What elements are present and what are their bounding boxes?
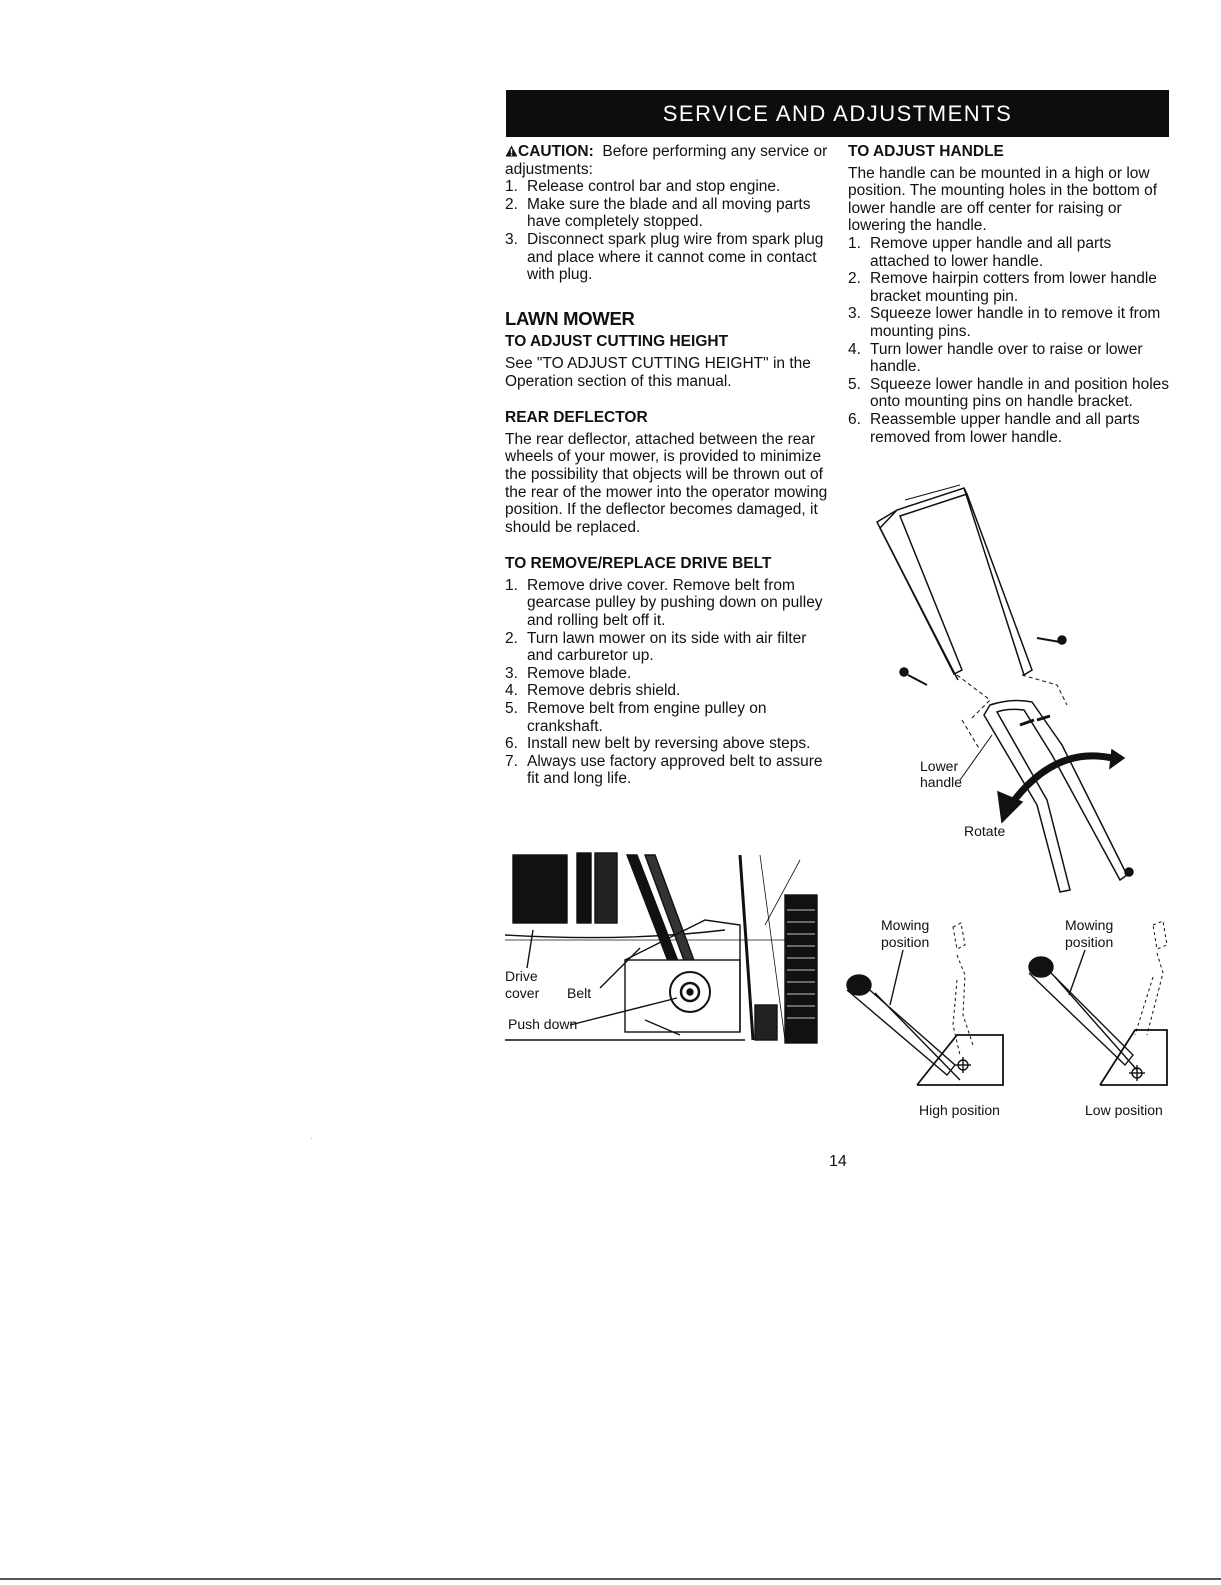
caution-text: Before performing any service or adjustments: bbox=[505, 143, 828, 178]
list-item: 7. Always use factory approved belt to assure fit and long life. bbox=[505, 752, 823, 788]
lower-label: Lower bbox=[920, 758, 959, 774]
push-down-label: Push down bbox=[508, 1016, 578, 1032]
cutting-height-text: See "TO ADJUST CUTTING HEIGHT" in the Operation section of this manual. bbox=[505, 354, 811, 390]
high-mowing-label: Mowing bbox=[881, 917, 930, 933]
handle-figure bbox=[872, 480, 1172, 900]
drive-label: Drive bbox=[505, 968, 538, 984]
list-item: 2. Turn lawn mower on its side with air filter and carburetor up. bbox=[505, 629, 807, 665]
cover-label: cover bbox=[505, 985, 540, 1001]
lawn-mower-heading: LAWN MOWER bbox=[505, 307, 635, 329]
belt-label: Belt bbox=[567, 985, 592, 1001]
drive-belt-figure bbox=[505, 850, 820, 1050]
high-position-figure bbox=[845, 915, 1010, 1120]
low-position-figure bbox=[1025, 915, 1173, 1120]
list-item: 1. Remove drive cover. Remove belt from gearcase pulley by pushing down on pulley and rolling belt off it. bbox=[505, 576, 823, 630]
page-number: 14 bbox=[829, 1153, 847, 1170]
rotate-label: Rotate bbox=[964, 823, 1006, 839]
scan-speck bbox=[311, 1138, 312, 1139]
caution-steps bbox=[505, 178, 830, 284]
left-column bbox=[505, 143, 830, 788]
list-item: 3. Remove blade. bbox=[505, 664, 632, 682]
handle-steps bbox=[848, 235, 1170, 446]
list-item: 3. Squeeze lower handle in to remove it from mounting pins. bbox=[848, 305, 1161, 340]
section-title: SERVICE AND ADJUSTMENTS bbox=[662, 100, 1013, 126]
list-item: 6. Reassemble upper handle and all parts removed from lower handle. bbox=[848, 410, 1140, 446]
low-position-label: Low position bbox=[1085, 1102, 1163, 1118]
high-position-label: High position bbox=[919, 1102, 1000, 1118]
handle-label: handle bbox=[920, 774, 963, 790]
list-item: 2. Remove hairpin cotters from lower handle bracket mounting pin. bbox=[848, 270, 1157, 305]
caution-paragraph bbox=[505, 143, 830, 178]
right-column bbox=[848, 143, 1170, 446]
drive-belt-steps bbox=[505, 577, 830, 788]
adjust-handle-text: The handle can be mounted in a high or low position. The mounting holes in the bottom of lower handle are off center for raising or lowering the handle. bbox=[848, 164, 1158, 235]
list-item: 1. Release control bar and stop engine. bbox=[505, 178, 781, 196]
list-item: 4. Turn lower handle over to raise or lower handle. bbox=[848, 340, 1143, 376]
rear-deflector-text: The rear deflector, attached between the rear wheels of your mower, is provided to minimize the possibility that objects will be thrown out of the rear of the mower into the operator mowing position. If the deflector becomes damaged, it should be replaced. bbox=[505, 430, 828, 536]
list-item: 4. Remove debris shield. bbox=[505, 682, 681, 700]
list-item: 2. Make sure the blade and all moving parts have completely stopped. bbox=[505, 195, 811, 231]
high-position-sub-label: position bbox=[881, 934, 930, 950]
list-item: 5. Squeeze lower handle in and position holes onto mounting pins on handle bracket. bbox=[848, 375, 1170, 411]
list-item: 1. Remove upper handle and all parts attached to lower handle. bbox=[848, 234, 1112, 270]
rear-deflector-heading: REAR DEFLECTOR bbox=[505, 409, 648, 427]
low-position-sub-label: position bbox=[1065, 934, 1114, 950]
list-item: 3. Disconnect spark plug wire from spark plug and place where it cannot come in contact with plug. bbox=[505, 230, 824, 284]
section-banner bbox=[506, 90, 1169, 137]
warning-triangle-icon bbox=[505, 145, 518, 157]
low-mowing-label: Mowing bbox=[1065, 917, 1114, 933]
drive-belt-heading: TO REMOVE/REPLACE DRIVE BELT bbox=[505, 555, 772, 573]
list-item: 6. Install new belt by reversing above steps. bbox=[505, 735, 811, 753]
adjust-handle-heading: TO ADJUST HANDLE bbox=[848, 143, 1004, 160]
handle-illustration bbox=[872, 480, 1172, 900]
caution-label: CAUTION: bbox=[518, 143, 594, 160]
list-item: 5. Remove belt from engine pulley on crankshaft. bbox=[505, 700, 767, 735]
scan-edge-line bbox=[0, 1578, 1221, 1580]
cutting-height-heading: TO ADJUST CUTTING HEIGHT bbox=[505, 333, 729, 351]
